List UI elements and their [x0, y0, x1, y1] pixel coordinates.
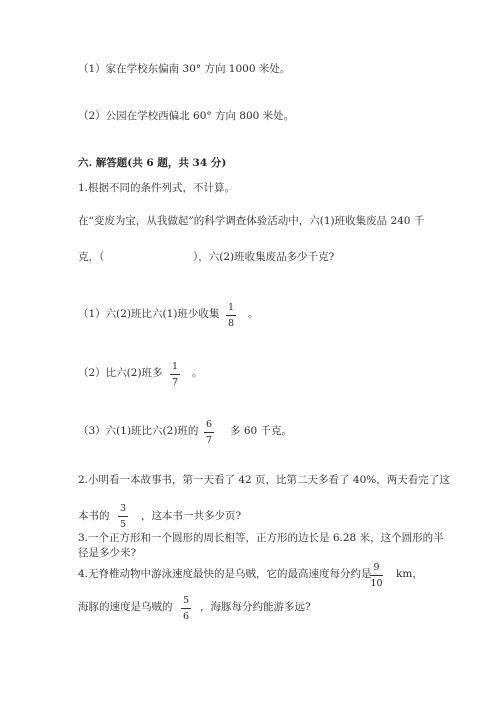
- fraction-denominator: 8: [227, 318, 235, 329]
- q1-sub1-fraction: [226, 302, 236, 329]
- q4-line1-end: km，: [396, 568, 423, 580]
- fraction-bar: [118, 516, 128, 517]
- fraction-denominator: 6: [182, 611, 190, 622]
- prev-item-2: （2）公园在学校西偏北 60° 方向 800 米处。: [78, 110, 295, 122]
- fraction-numerator: 1: [171, 361, 179, 372]
- q4-line1-start: 4.无脊椎动物中游泳速度最快的是乌贼，它的最高速度每分约是: [78, 568, 372, 580]
- q1-sub3-tail: 多 60 千克。: [230, 425, 293, 437]
- q3-line1: 3.一个正方形和一个圆形的周长相等，正方形的边长是 6.28 米，这个圆形的半: [78, 532, 444, 544]
- q1-sub1-tail: 。: [248, 308, 259, 320]
- fraction-numerator: 9: [373, 562, 380, 573]
- section-title: 六. 解答题(共 6 题，共 34 分): [78, 157, 227, 169]
- q4-fraction-2: [181, 595, 191, 622]
- prev-item-1: （1）家在学校东偏南 30° 方向 1000 米处。: [78, 63, 291, 75]
- fraction-bar: [226, 315, 236, 316]
- fraction-numerator: 3: [119, 503, 127, 514]
- fraction-numerator: 1: [227, 302, 235, 313]
- q4-fraction-1: [370, 562, 383, 589]
- q1-context-line1: 在“变废为宝，从我做起”的科学调查体验活动中，六(1)班收集废品 240 千: [78, 215, 425, 227]
- q1-context-line2-end: ），六(2)班收集废品多少千克?: [193, 251, 335, 263]
- q4-line2-end: ，海豚每分约能游多远?: [200, 601, 311, 613]
- q1-stem: 1.根据不同的条件列式，不计算。: [78, 182, 236, 194]
- q2-line2-end: ，这本书一共多少页?: [141, 510, 242, 522]
- q1-sub3-fraction: [204, 419, 214, 446]
- fraction-bar: [204, 432, 214, 433]
- q1-sub2-fraction: [170, 361, 180, 388]
- q3-line2: 径是多少米?: [78, 547, 137, 559]
- q1-sub1-text: （1）六(2)班比六(1)班少收集: [78, 308, 220, 320]
- q1-sub2-text: （2）比六(2)班多: [78, 367, 163, 379]
- q2-line1: 2.小明看一本故事书，第一天看了 42 页，比第二天多看了 40%，两天看完了这: [78, 474, 450, 486]
- q1-sub2-tail: 。: [192, 367, 203, 379]
- fraction-bar: [370, 575, 383, 576]
- fraction-denominator: 10: [370, 578, 383, 589]
- fraction-denominator: 7: [171, 377, 179, 388]
- q1-sub3-text: （3）六(1)班比六(2)班的: [78, 425, 199, 437]
- q2-line2-start: 本书的: [78, 510, 110, 522]
- fraction-bar: [181, 608, 191, 609]
- q4-line2-start: 海豚的速度是乌贼的: [78, 601, 173, 613]
- fraction-denominator: 5: [119, 519, 127, 530]
- fraction-numerator: 5: [182, 595, 190, 606]
- fraction-numerator: 6: [205, 419, 213, 430]
- fraction-bar: [170, 374, 180, 375]
- fraction-denominator: 7: [205, 435, 213, 446]
- q1-context-line2-start: 克，（: [78, 251, 105, 263]
- q2-fraction: [118, 503, 128, 530]
